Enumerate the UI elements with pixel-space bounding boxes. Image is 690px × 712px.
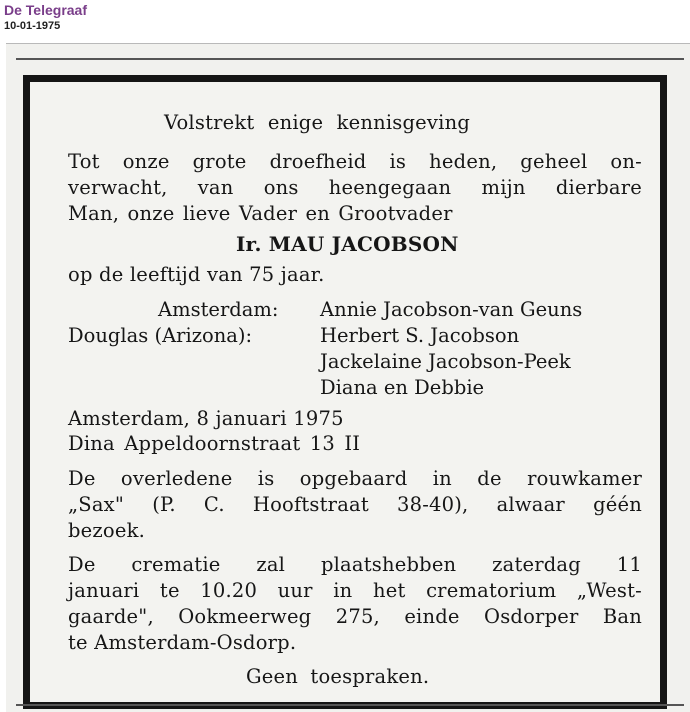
word: on- (610, 150, 642, 173)
notice-frame (23, 75, 667, 709)
top-rule (16, 58, 684, 60)
word: heengegaan (328, 176, 452, 199)
viewing-line-3: bezoek. (68, 519, 145, 542)
source-title: De Telegraaf (4, 2, 87, 18)
word: zaterdag (492, 553, 581, 576)
word: plaatshebben (320, 553, 457, 576)
word: overledene (120, 467, 233, 490)
word: het (372, 579, 406, 602)
word: mijn (481, 176, 526, 199)
word: januari (68, 579, 140, 602)
word: is (389, 150, 407, 173)
notice-heading: Volstrekt enige kennisgeving (164, 111, 471, 134)
word: „West- (576, 579, 642, 602)
word: 275, (335, 605, 380, 628)
word: is (257, 467, 275, 490)
word: crematie (131, 553, 221, 576)
word: heden, (429, 150, 498, 173)
relative-place-amsterdam: Amsterdam: (158, 298, 279, 321)
word: (P. (152, 493, 176, 516)
word: onze (122, 150, 170, 173)
word: van (197, 176, 234, 199)
word: einde (404, 605, 460, 628)
viewing-line-2 (68, 493, 642, 516)
word: Ookmeerweg (178, 605, 312, 628)
word: 11 (616, 553, 642, 576)
word: Osdorper (484, 605, 579, 628)
word: in (432, 467, 452, 490)
word: te (159, 579, 180, 602)
word: rouwkamer (527, 467, 642, 490)
word: „Sax" (68, 493, 125, 516)
relative-name: Annie Jacobson-van Geuns (320, 298, 583, 321)
source-date: 10-01-1975 (4, 20, 61, 32)
cremation-line-1 (68, 553, 642, 576)
closing-line: Geen toespraken. (246, 665, 430, 688)
relative-name: Diana en Debbie (320, 376, 485, 399)
word: zal (256, 553, 286, 576)
word: dierbare (555, 176, 642, 199)
word: grote (192, 150, 247, 173)
relative-place-douglas: Douglas (Arizona): (68, 324, 253, 347)
word: 38-40), (397, 493, 469, 516)
word: géén (593, 493, 642, 516)
word: Tot (68, 150, 100, 173)
word: geheel (520, 150, 588, 173)
address-line-1: Amsterdam, 8 januari 1975 (68, 407, 344, 430)
word: De (68, 553, 96, 576)
word: in (333, 579, 353, 602)
cremation-line-4: te Amsterdam-Osdorp. (68, 631, 297, 654)
word: 10.20 (200, 579, 258, 602)
newspaper-clipping (6, 43, 690, 712)
word: droefheid (269, 150, 367, 173)
cremation-line-3 (68, 605, 642, 628)
word: verwacht, (68, 176, 168, 199)
word: Ban (602, 605, 642, 628)
address-line-2: Dina Appeldoornstraat 13 II (68, 432, 361, 455)
cremation-line-2 (68, 579, 642, 602)
relative-name: Jackelaine Jacobson-Peek (320, 350, 571, 373)
word: opgebaard (299, 467, 408, 490)
word: uur (277, 579, 313, 602)
word: De (68, 467, 96, 490)
intro-line-2 (68, 176, 642, 199)
intro-line-1 (68, 150, 642, 173)
age-line: op de leeftijd van 75 jaar. (68, 263, 325, 286)
bottom-rule (16, 704, 684, 706)
relative-name: Herbert S. Jacobson (320, 324, 520, 347)
word: Hooftstraat (252, 493, 369, 516)
word: gaarde", (68, 605, 154, 628)
word: crematorium (426, 579, 557, 602)
word: ons (263, 176, 299, 199)
deceased-name: Ir. MAU JACOBSON (236, 232, 459, 256)
word: C. (203, 493, 225, 516)
intro-line-3: Man, onze lieve Vader en Grootvader (68, 202, 453, 225)
viewing-line-1 (68, 467, 642, 490)
word: de (477, 467, 502, 490)
word: alwaar (496, 493, 565, 516)
